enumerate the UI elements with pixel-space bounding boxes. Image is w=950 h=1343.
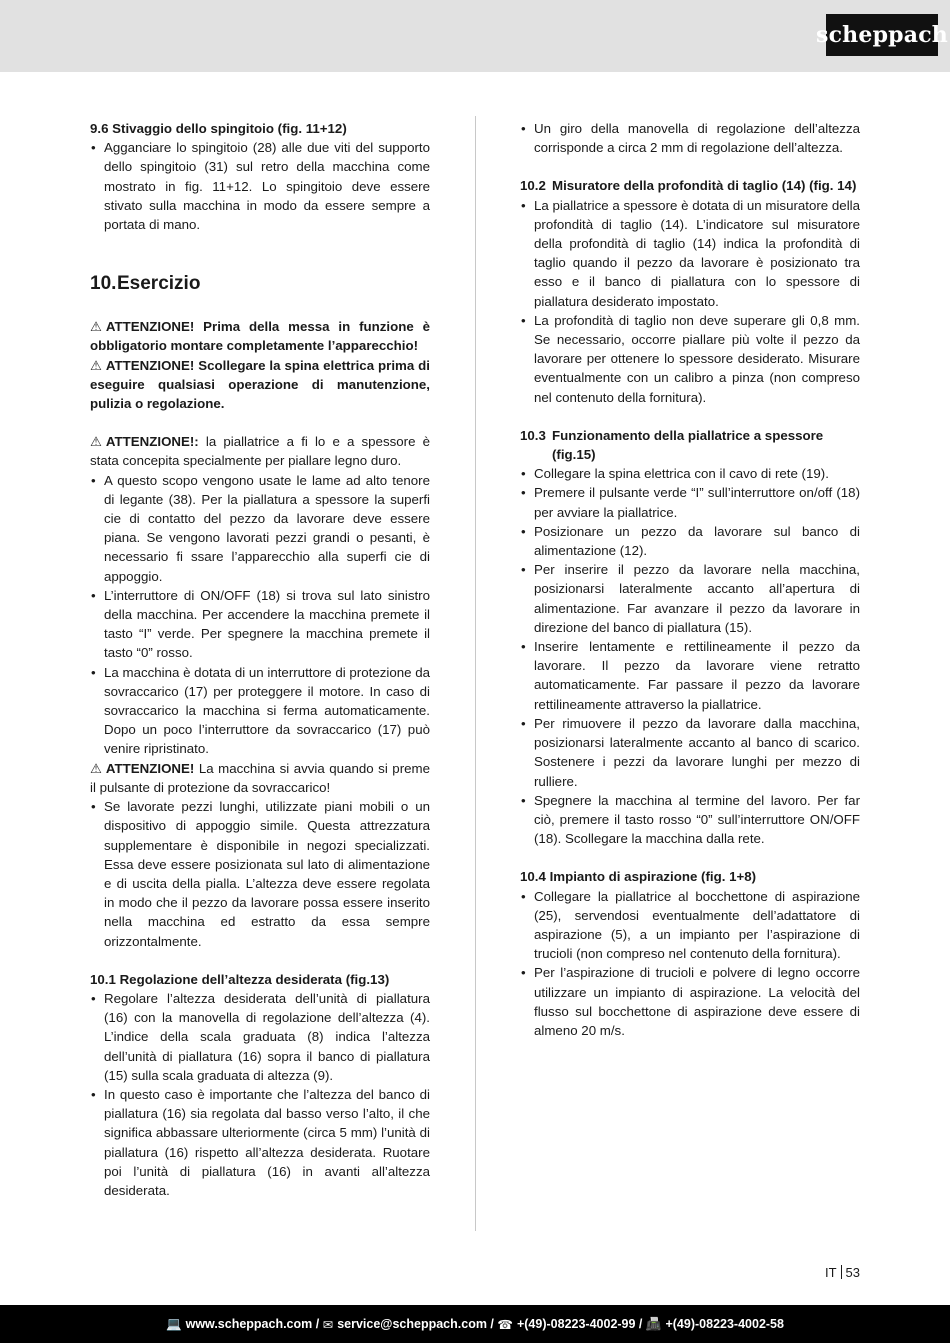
page-language: IT — [824, 1265, 837, 1280]
footer-website[interactable]: www.scheppach.com / — [185, 1317, 320, 1331]
list-item: • La macchina è dotata di un interruttore di protezione da sovraccarico (17) per proteggere il motore. In caso di sovraccarico la macchina si ferma automaticamente. Dopo un poco l’interruttore da sovraccarico (17) può venire ripristinato. — [90, 663, 430, 759]
fax-icon: 📠 — [645, 1316, 662, 1331]
footer-email[interactable]: service@scheppach.com / — [337, 1317, 494, 1331]
list-item: • Per rimuovere il pezzo da lavorare dalla macchina, posizionarsi lateralmente accanto al banco di scarico. Sostenere i pezzi da lavorare lunghi per mezzo di rulliere. — [520, 714, 860, 791]
warning-4 — [90, 759, 430, 797]
computer-icon: 💻 — [166, 1316, 182, 1331]
page-number — [825, 1265, 860, 1280]
warning-4-label: ATTENZIONE! — [105, 760, 195, 776]
section-10-title: Esercizio — [117, 273, 201, 295]
right-column — [520, 119, 860, 1040]
warning-2 — [90, 356, 430, 414]
section-10-2-title — [520, 176, 860, 195]
warning-triangle-icon: ⚠ — [90, 760, 102, 776]
operation-list-b — [90, 797, 430, 951]
section-10-3-text: Funzionamento della piallatrice a spessore (fig.15) — [552, 427, 824, 463]
section-10-4-list — [520, 887, 860, 1041]
list-item: • In questo caso è importante che l’altezza del banco di piallatura (16) sia regolata dal basso verso l’alto, il che significa abbassare ulteriormente (circa 5 mm) l’unità di piallatura (16) rispetto all’altezza desiderata. Ruotare poi l’unità di piallatura (16) in avanti all’altezza desiderata. — [90, 1085, 430, 1200]
list-item: • Regolare l’altezza desiderata dell’unità di piallatura (16) con la manovella di regolazione dell’altezza (4). L’indice della scala graduata (8) indica l’altezza dell’unità di piallatura (16) sopra il banco di piallatura (15) sulla scala graduata di altezza (9). — [90, 989, 430, 1085]
list-item: • Un giro della manovella di regolazione dell’altezza corrisponde a circa 2 mm di regolazione dell’altezza. — [520, 119, 860, 157]
header-bar — [0, 0, 950, 72]
phone-icon: ☎ — [497, 1317, 513, 1332]
list-item: • Premere il pulsante verde “I” sull’interruttore on/off (18) per avviare la piallatrice. — [520, 483, 860, 521]
warning-2-text: ATTENZIONE! Scollegare la spina elettrica prima di eseguire qualsiasi operazione di manutenzione, pulizia o regolazione. — [90, 357, 430, 412]
brand-logo: scheppach — [826, 14, 938, 56]
warning-triangle-icon: ⚠ — [90, 434, 102, 450]
section-10-1-title: 10.1 Regolazione dell’altezza desiderata (fig.13) — [90, 971, 390, 987]
warning-1 — [90, 317, 430, 355]
footer-phone[interactable]: +(49)-08223-4002-99 / — [516, 1317, 643, 1331]
list-item: • La piallatrice a spessore è dotata di un misuratore della profondità di taglio (14). L’indicatore sul misuratore della profondità di taglio (14) indica la profondità di taglio quando il pezzo da lavorare è posizionato tra esso e il banco di piallatura con lo spessore di piallatura desiderato impostato. — [520, 196, 860, 311]
warning-1-text: ATTENZIONE! Prima della messa in funzione è obbligatorio montare completamente l’apparecchio! — [90, 319, 430, 354]
section-9-6-title: 9.6 Stivaggio dello spingitoio (fig. 11+12) — [90, 121, 347, 136]
operation-list-a — [90, 471, 430, 759]
left-column — [90, 119, 430, 1200]
section-10-2-text: Misuratore della profondità di taglio (14) (fig. 14) — [552, 178, 857, 194]
page-number-value: 53 — [845, 1265, 860, 1280]
section-10-2-number: 10.2 — [520, 178, 546, 194]
section-10-3-number: 10.3 — [520, 427, 546, 443]
section-10-3-title — [520, 426, 860, 464]
warning-3-label: ATTENZIONE!: — [105, 434, 199, 450]
list-item: • Se lavorate pezzi lunghi, utilizzate piani mobili o un dispositivo di appoggio simile. Questa attrezzatura supplementare è disponibile in negozi specializzati. Essa deve essere posizionata sul lato di alimentazione e di uscita della pialla. L’altezza deve essere regolata in modo che il pezzo da lavorare possa essere inserito nella macchina ed estratto da essa sempre orizzontalmente. — [90, 797, 430, 951]
warning-triangle-icon: ⚠ — [90, 357, 102, 373]
section-10-1-continued-list — [520, 119, 860, 157]
footer-fax: +(49)-08223-4002-58 — [665, 1317, 784, 1331]
list-item: • Per inserire il pezzo da lavorare nella macchina, posizionarsi lateralmente accanto all’apertura di alimentazione. Far avanzare il pezzo da lavorare in direzione del banco di piallatura (15). — [520, 560, 860, 637]
list-item: • La profondità di taglio non deve superare gli 0,8 mm. Se necessario, occorre piallare più volte il pezzo da lavorare per ottenere lo spessore desiderato. Misurare eventualmente con un calibro a pinza (non compreso nel contenuto della fornitura). — [520, 311, 860, 407]
section-10-2-list — [520, 196, 860, 407]
warning-triangle-icon: ⚠ — [90, 319, 102, 335]
section-10-1-list — [90, 989, 430, 1200]
warning-4-text: La macchina si avvia quando si preme il pulsante di protezione da sovraccarico! — [90, 760, 430, 795]
section-9-6-list — [90, 138, 430, 234]
section-10-3-list — [520, 464, 860, 848]
list-item: • L’interruttore di ON/OFF (18) si trova sul lato sinistro della macchina. Per accendere la macchina premete il tasto “I” verde. Per spegnere la macchina premete il tasto “0” rosso. — [90, 586, 430, 663]
list-item: • Posizionare un pezzo da lavorare sul banco di alimentazione (12). — [520, 522, 860, 560]
warning-3-text: la piallatrice a fi lo e a spessore è stata concepita specialmente per piallare legno duro. — [90, 434, 430, 469]
list-item: • Collegare la spina elettrica con il cavo di rete (19). — [520, 464, 860, 483]
list-item: • Agganciare lo spingitoio (28) alle due viti del supporto dello spingitoio (31) sul retro della macchina come mostrato in fig. 11+12. Lo spingitoio deve essere stivato sulla macchina in modo da essere sempre a portata di mano. — [90, 138, 430, 234]
email-icon: ✉ — [322, 1317, 334, 1332]
section-10-4-title: 10.4 Impianto di aspirazione (fig. 1+8) — [520, 869, 757, 885]
warning-3 — [90, 432, 430, 470]
list-item: • A questo scopo vengono usate le lame ad alto tenore di legante (38). Per la piallatura a spessore la superfi cie di contatto del pezzo da lavorare deve essere piana. Se vengono lavorati pezzi grandi o pesanti, è necessario fi ssare l’apparecchio alla superfi cie di appoggio. — [90, 471, 430, 586]
section-10-number: 10. — [90, 273, 117, 295]
list-item: • Collegare la piallatrice al bocchettone di aspirazione (25), servendosi eventualmente dell’adattatore di aspirazione (5), a un impianto per l’aspirazione di trucioli (non compreso nel contenuto della fornitura). — [520, 887, 860, 964]
list-item: • Spegnere la macchina al termine del lavoro. Per far ciò, premere il tasto rosso “0” sull’interruttore ON/OFF (18). Scollegare la macchina dalla rete. — [520, 791, 860, 849]
footer-bar — [0, 1305, 950, 1343]
list-item: • Per l’aspirazione di trucioli e polvere di legno occorre utilizzare un impianto di aspirazione. La velocità del flusso sul bocchettone di aspirazione deve essere di almeno 20 m/s. — [520, 963, 860, 1040]
section-10-heading — [90, 272, 430, 296]
column-divider — [475, 116, 476, 1231]
list-item: • Inserire lentamente e rettilineamente il pezzo da lavorare. Il pezzo da lavorare viene retratto automaticamente. Far passare il pezzo da lavorare rettilineamente attraverso la piallatrice. — [520, 637, 860, 714]
